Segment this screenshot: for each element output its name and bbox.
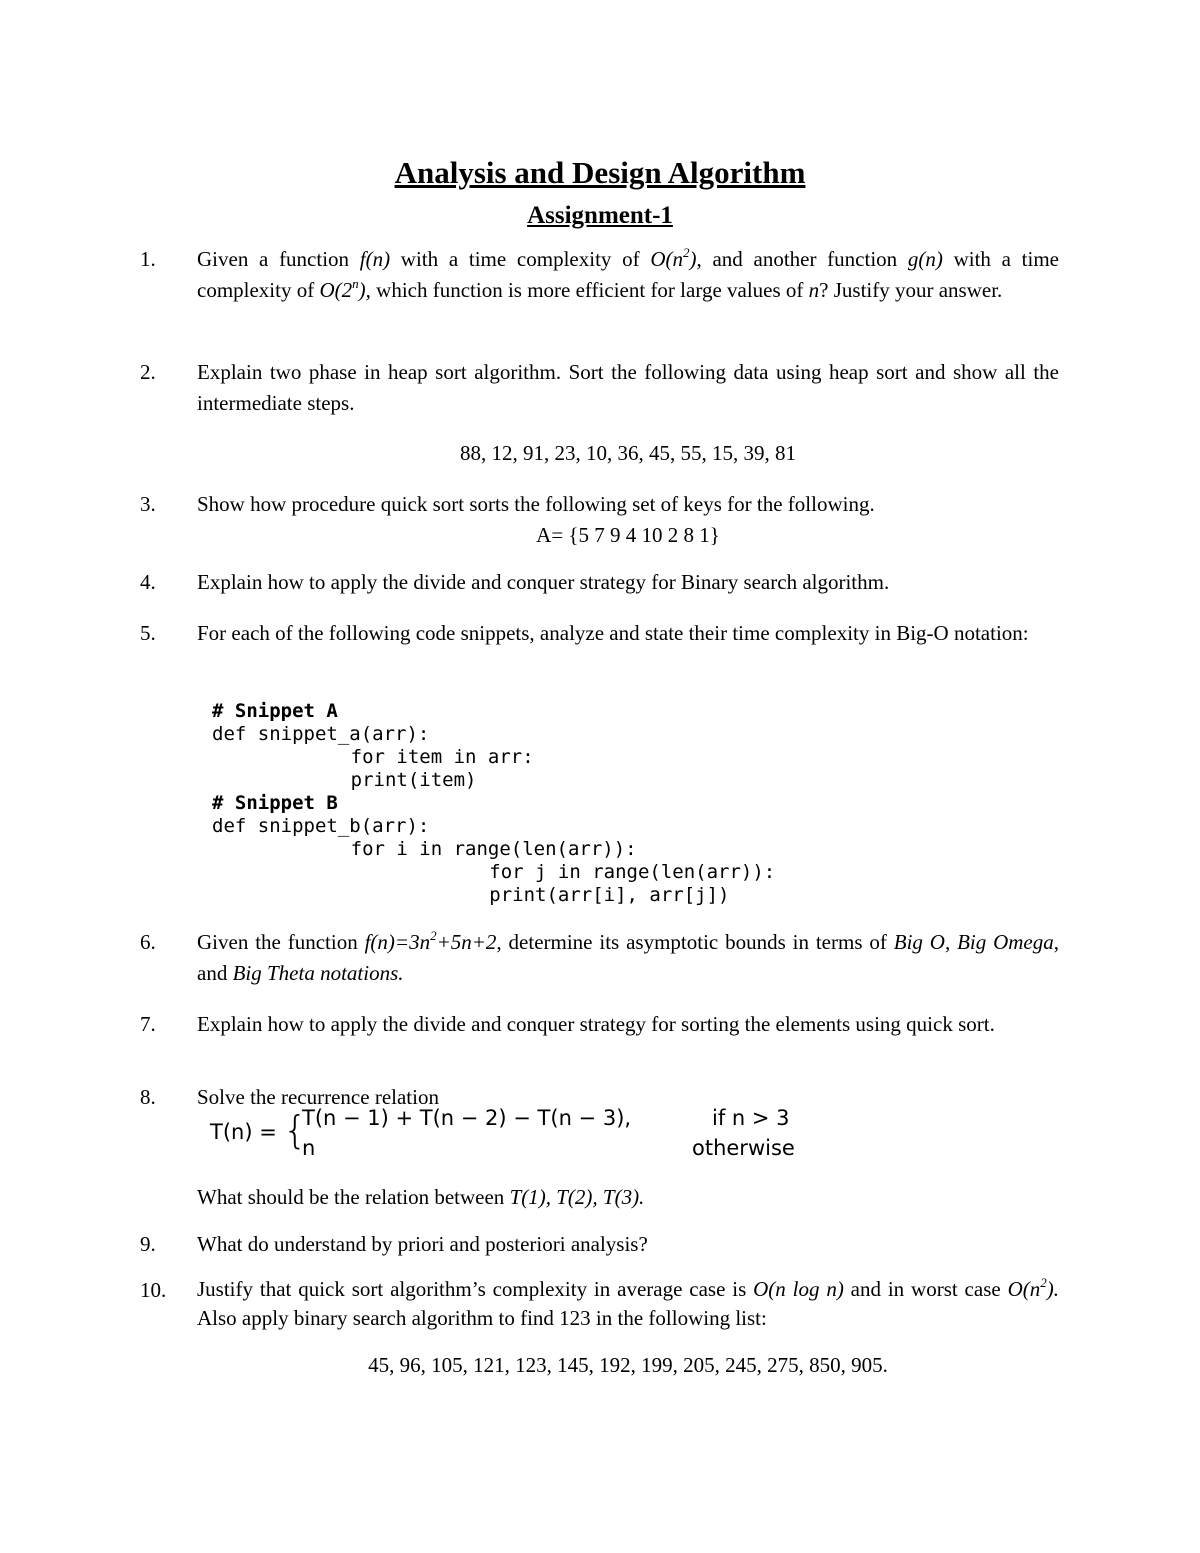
question-9-number: 9.: [140, 1232, 156, 1256]
question-7-number: 7.: [140, 1012, 156, 1036]
question-1-text: Given a function f(n) with a time complexity of $O(n^2)$, and another function g(n) with a time complexity of O(2$^n$), which function is more efficient for large values of n? Justify your answer.: [197, 245, 1059, 302]
code-line: print(arr[i], arr[j]): [352, 884, 730, 906]
code-snippets: [212, 700, 775, 907]
recurrence-case-2: n: [302, 1136, 316, 1160]
question-6-text: Given the function $f(n)=3n^2+5n+2$, determine its asymptotic bounds in terms of Big O, Big Omega, and Big Theta notations.: [197, 928, 1059, 985]
question-3-text: Show how procedure quick sort sorts the following set of keys for the following.: [197, 492, 875, 516]
code-line: for item in arr:: [282, 746, 534, 768]
question-1-number: 1.: [140, 247, 156, 271]
question-10-text: Justify that quick sort algorithm’s complexity in average case is O(n log n) and in worst case $O(n^2)$. Also apply binary search algorithm to find 123 in the following list:: [197, 1275, 1059, 1330]
question-6-number: 6.: [140, 930, 156, 954]
question-10-number: 10.: [140, 1278, 167, 1302]
question-2-text: Explain two phase in heap sort algorithm. Sort the following data using heap sort and show all the intermediate steps.: [197, 360, 1059, 415]
question-5-number: 5.: [140, 621, 156, 645]
quick-sort-array: A= {5 7 9 4 10 2 8 1}: [536, 523, 720, 547]
question-4-number: 4.: [140, 570, 156, 594]
recurrence-condition-2: otherwise: [692, 1136, 795, 1160]
question-5-text: For each of the following code snippets, analyze and state their time complexity in Big-O notation:: [197, 621, 1029, 645]
curly-brace: {: [283, 1108, 308, 1152]
code-line: def snippet_b(arr):: [212, 815, 430, 837]
code-line: for i in range(len(arr)):: [282, 838, 637, 860]
code-line: for j in range(len(arr)):: [352, 861, 776, 883]
code-line: # Snippet B: [212, 792, 338, 814]
question-7-text: Explain how to apply the divide and conquer strategy for sorting the elements using quick sort.: [197, 1012, 995, 1036]
code-line: print(item): [282, 769, 477, 791]
question-8-followup: What should be the relation between T(1), T(2), T(3).: [197, 1185, 645, 1209]
question-9-text: What do understand by priori and posteriori analysis?: [197, 1232, 648, 1256]
binary-search-list: 45, 96, 105, 121, 123, 145, 192, 199, 205, 245, 275, 850, 905.: [368, 1353, 888, 1377]
assignment-subtitle: Assignment-1: [527, 202, 673, 229]
question-8-text: Solve the recurrence relation: [197, 1085, 439, 1109]
recurrence-lhs: T(n) =: [210, 1120, 277, 1144]
document-title: Analysis and Design Algorithm: [394, 155, 806, 190]
heap-sort-data: 88, 12, 91, 23, 10, 36, 45, 55, 15, 39, 81: [460, 441, 796, 465]
question-8-number: 8.: [140, 1085, 156, 1109]
recurrence-case-1: T(n − 1) + T(n − 2) − T(n − 3),: [302, 1106, 632, 1130]
question-2-number: 2.: [140, 360, 156, 384]
recurrence-condition-1: if n > 3: [712, 1106, 790, 1130]
code-line: # Snippet A: [212, 700, 338, 722]
question-3-number: 3.: [140, 492, 156, 516]
question-4-text: Explain how to apply the divide and conquer strategy for Binary search algorithm.: [197, 570, 890, 594]
code-line: def snippet_a(arr):: [212, 723, 430, 745]
